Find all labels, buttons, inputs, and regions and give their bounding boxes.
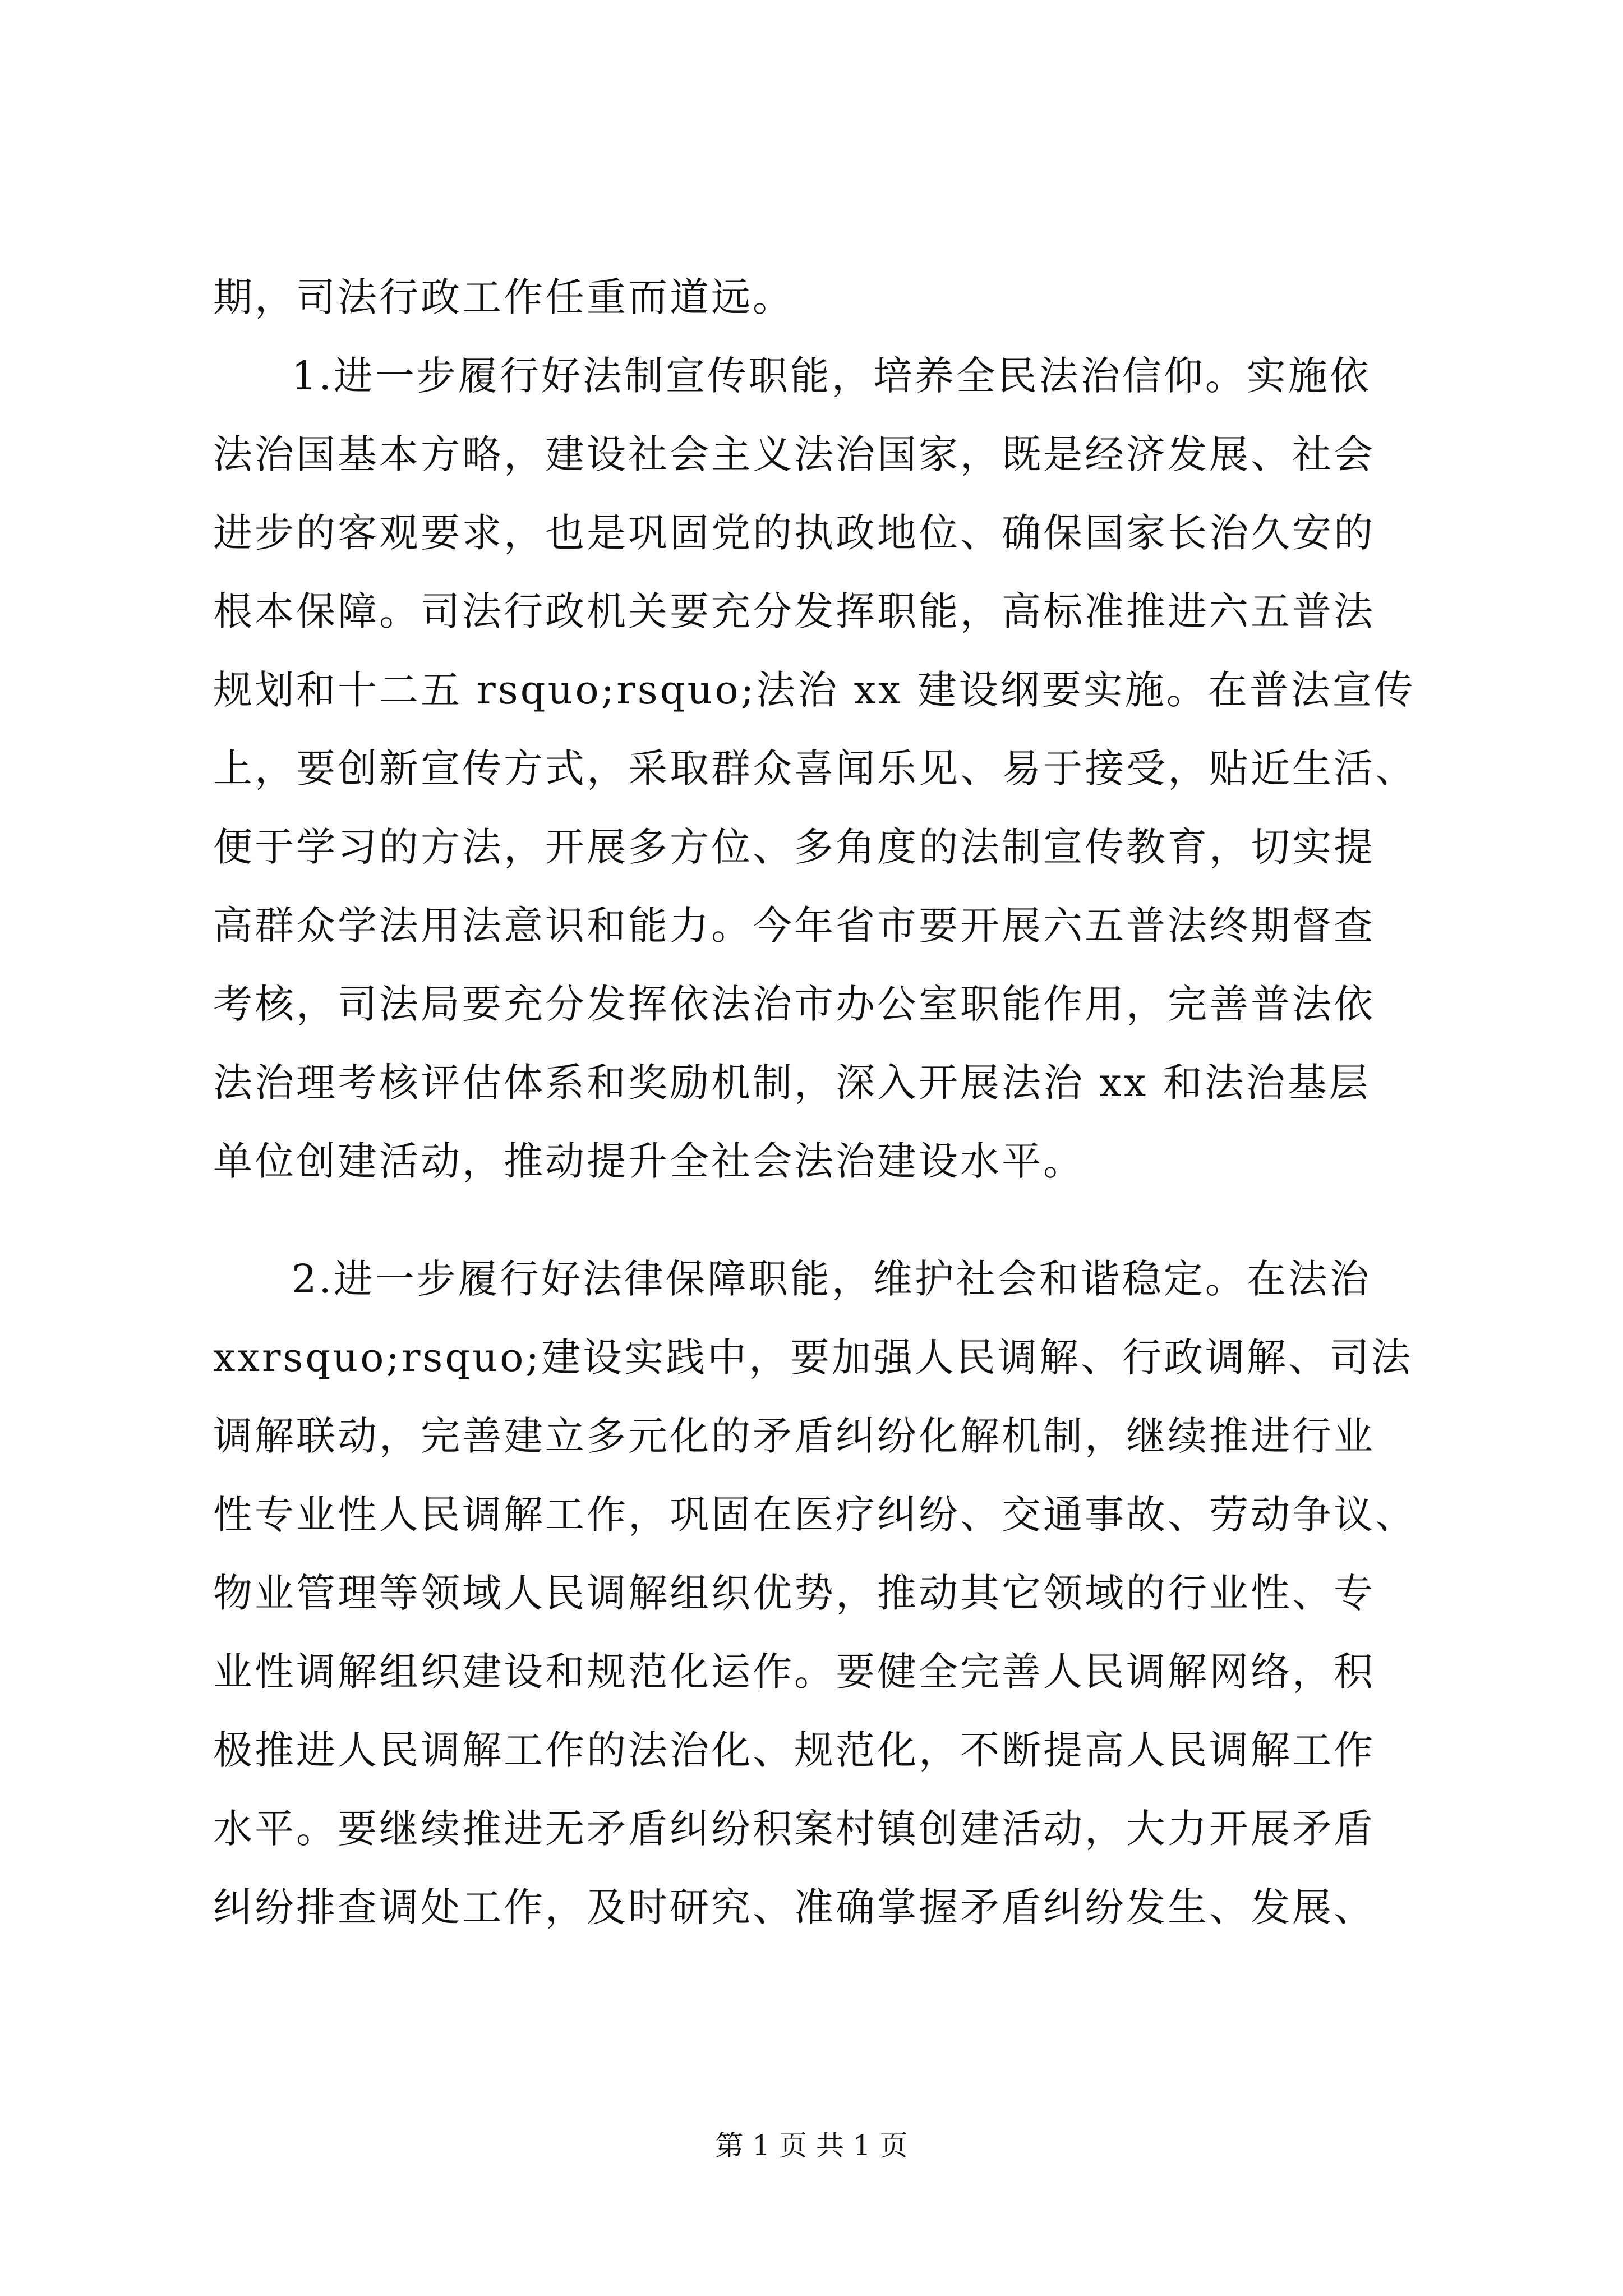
text-line: 上，要创新宣传方式，采取群众喜闻乐见、易于接受，贴近生活、 xyxy=(213,746,1417,792)
text-line: 单位创建活动，推动提升全社会法治建设水平。 xyxy=(213,1138,1085,1184)
text-line: 物业管理等领域人民调解组织优势，推动其它领域的行业性、专 xyxy=(213,1570,1375,1616)
page-footer: 第 1 页 共 1 页 xyxy=(715,2129,908,2162)
text-line: 期，司法行政工作任重而道远。 xyxy=(213,274,794,320)
text-line: 1.进一步履行好法制宣传职能，培养全民法治信仰。实施依 xyxy=(292,353,1371,399)
text-line: 便于学习的方法，开展多方位、多角度的法制宣传教育，切实提 xyxy=(213,824,1375,870)
text-line: 进步的客观要求，也是巩固党的执政地位、确保国家长治久安的 xyxy=(213,510,1375,556)
text-line: 考核，司法局要充分发挥依法治市办公室职能作用，完善普法依 xyxy=(213,981,1375,1027)
text-line: 业性调解组织建设和规范化运作。要健全完善人民调解网络，积 xyxy=(213,1649,1375,1695)
text-line: 2.进一步履行好法律保障职能，维护社会和谐稳定。在法治 xyxy=(292,1256,1371,1302)
text-line: 法治国基本方略，建设社会主义法治国家，既是经济发展、社会 xyxy=(213,431,1375,477)
text-line: 高群众学法用法意识和能力。今年省市要开展六五普法终期督查 xyxy=(213,903,1375,949)
text-line: 规划和十二五 rsquo;rsquo;法治 xx 建设纲要实施。在普法宣传 xyxy=(213,667,1415,713)
text-line: 极推进人民调解工作的法治化、规范化，不断提高人民调解工作 xyxy=(213,1727,1375,1773)
text-line: 水平。要继续推进无矛盾纠纷积案村镇创建活动，大力开展矛盾 xyxy=(213,1806,1375,1852)
text-line: 纠纷排查调处工作，及时研究、准确掌握矛盾纠纷发生、发展、 xyxy=(213,1884,1375,1930)
text-line: 性专业性人民调解工作，巩固在医疗纠纷、交通事故、劳动争议、 xyxy=(213,1492,1417,1538)
text-line: 根本保障。司法行政机关要充分发挥职能，高标准推进六五普法 xyxy=(213,588,1375,634)
text-line: 调解联动，完善建立多元化的矛盾纠纷化解机制，继续推进行业 xyxy=(213,1413,1375,1459)
text-line: xxrsquo;rsquo;建设实践中，要加强人民调解、行政调解、司法 xyxy=(213,1335,1413,1381)
text-line: 法治理考核评估体系和奖励机制，深入开展法治 xx 和法治基层 xyxy=(213,1060,1371,1106)
